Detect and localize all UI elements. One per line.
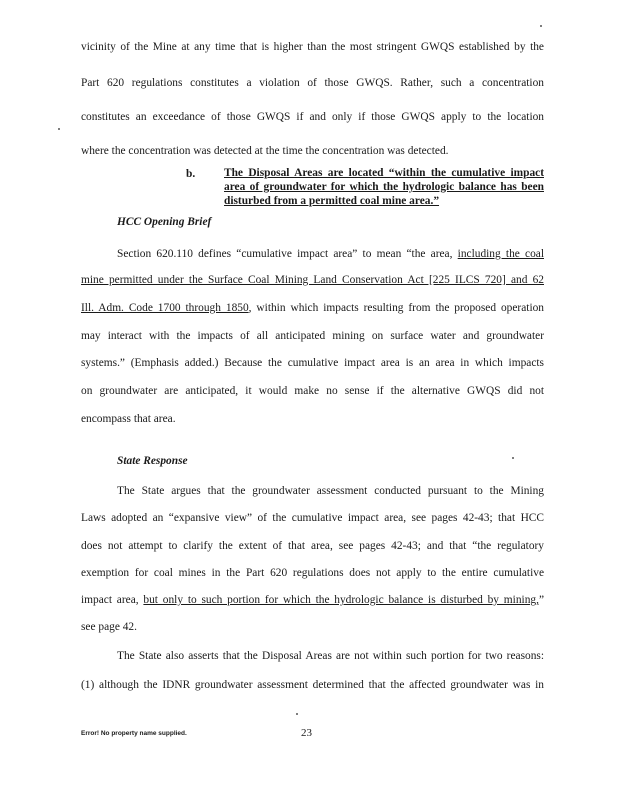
footer-doc-property: Error! No property name supplied. xyxy=(81,730,187,737)
state-subhead: State Response xyxy=(117,455,188,467)
hcc-line-2: mine permitted under the Surface Coal Mining Land Conservation Act [225 ILCS 720] and 62 xyxy=(81,274,544,286)
state-p1-line-2: Laws adopted an “expansive view” of the cumulative impact area, see pages 42-43; that HCC xyxy=(81,512,544,524)
intro-line-3: constitutes an exceedance of those GWQS if and only if those GWQS apply to the location xyxy=(81,111,544,123)
page-number: 23 xyxy=(301,727,312,739)
state-p1-line-5 xyxy=(81,592,544,608)
hcc-line-3-text: , within which impacts resulting from the proposed operation xyxy=(248,302,544,314)
hcc-line-1 xyxy=(117,246,544,262)
state-p1-line-6: see page 42. xyxy=(81,621,137,633)
hcc-line-3 xyxy=(81,300,544,316)
state-p1-line-5-text: impact area, xyxy=(81,594,144,606)
scan-speck xyxy=(512,457,514,459)
state-p2-line-2: (1) although the IDNR groundwater assessment determined that the affected groundwater was in xyxy=(81,679,544,691)
hcc-line-5: systems.” (Emphasis added.) Because the cumulative impact area is an area in which impacts xyxy=(81,357,544,369)
hcc-subhead: HCC Opening Brief xyxy=(117,216,212,228)
state-p1-line-4: exemption for coal mines in the Part 620 regulations does not apply to the entire cumulative xyxy=(81,567,544,579)
section-heading-line-2: area of groundwater for which the hydrologic balance has been xyxy=(224,181,544,193)
state-p1-line-3: does not attempt to clarify the extent of that area, see pages 42-43; and that “the regulatory xyxy=(81,540,544,552)
section-heading-line-1: The Disposal Areas are located “within the cumulative impact xyxy=(224,167,544,179)
state-p2-line-1: The State also asserts that the Disposal Areas are not within such portion for two reasons: xyxy=(117,650,544,662)
hcc-line-6: on groundwater are anticipated, it would make no sense if the alternative GWQS did not xyxy=(81,385,544,397)
hcc-line-7: encompass that area. xyxy=(81,413,176,425)
section-number: b. xyxy=(186,168,196,180)
hcc-line-3-emphasis: Ill. Adm. Code 1700 through 1850 xyxy=(81,302,249,314)
hcc-line-1-text: Section 620.110 defines “cumulative impact area” to mean “the area, xyxy=(117,248,458,260)
section-heading-line-3: disturbed from a permitted coal mine area.” xyxy=(224,195,440,207)
intro-line-2: Part 620 regulations constitutes a violation of those GWQS. Rather, such a concentration xyxy=(81,77,544,89)
state-p1-line-5-end: ” xyxy=(538,594,544,606)
state-p1-line-1: The State argues that the groundwater assessment conducted pursuant to the Mining xyxy=(117,485,544,497)
scan-speck xyxy=(58,128,60,130)
intro-line-4: where the concentration was detected at the time the concentration was detected. xyxy=(81,145,449,157)
scan-speck xyxy=(296,713,298,715)
state-p1-line-5-emphasis: but only to such portion for which the hydrologic balance is disturbed by mining, xyxy=(143,594,539,606)
hcc-line-4: may interact with the impacts of all anticipated mining on surface water and groundwater xyxy=(81,330,544,342)
scan-speck xyxy=(540,25,542,27)
intro-line-1: vicinity of the Mine at any time that is higher than the most stringent GWQS established by the xyxy=(81,41,544,53)
hcc-line-1-emphasis: including the coal xyxy=(457,248,544,260)
